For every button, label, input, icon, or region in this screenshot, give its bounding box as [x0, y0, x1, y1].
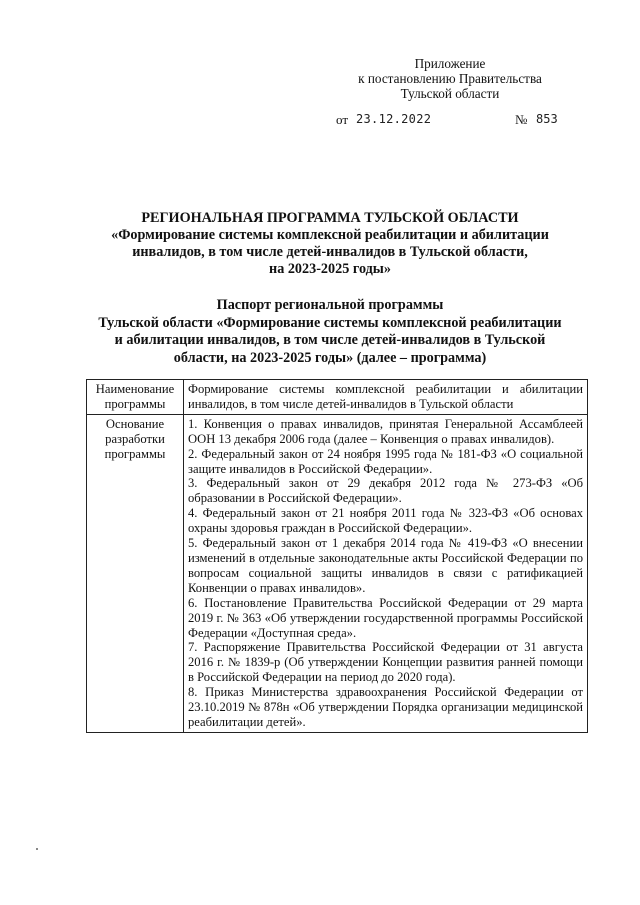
program-title	[70, 210, 590, 278]
number-sign: №	[515, 112, 528, 127]
table-row	[87, 380, 588, 415]
basis-item-6: 6. Постановление Правительства Российской Федерации от 29 марта 2019 г. № 363 «Об утверждении государственной программы Российской Федерации «Доступная среда».	[188, 595, 583, 640]
row-label-basis: Основание разработки программы	[87, 414, 184, 732]
scan-speck	[36, 848, 38, 850]
resolution-number: 853	[536, 112, 558, 126]
row-label-program-name: Наименование программы	[87, 380, 184, 415]
title-line-3: инвалидов, в том числе детей-инвалидов в Тульской области,	[132, 244, 528, 260]
basis-item-2: 2. Федеральный закон от 24 ноября 1995 года № 181-ФЗ «О социальной защите инвалидов в Российской Федерации».	[188, 446, 583, 476]
row-content-program-name: Формирование системы комплексной реабилитации и абилитации инвалидов, в том числе детей-инвалидов в Тульской области	[184, 380, 588, 415]
basis-item-8: 8. Приказ Министерства здравоохранения Российской Федерации от 23.10.2019 № 878н «Об утверждении Порядка организации медицинской реабилитации детей».	[188, 685, 583, 729]
passport-line-4: области, на 2023-2025 годы» (далее – программа)	[173, 349, 487, 366]
basis-item-7: 7. Распоряжение Правительства Российской Федерации от 31 августа 2016 г. № 1839-р (Об утверждении Концепции развития ранней помощи в Российской Федерации на период до 2020 года).	[188, 640, 583, 685]
passport-heading	[70, 297, 590, 367]
appendix-header	[330, 56, 570, 101]
basis-item-4: 4. Федеральный закон от 21 ноября 2011 года № 323-ФЗ «Об основах охраны здоровья граждан в Российской Федерации».	[188, 506, 583, 536]
row-content-basis	[184, 414, 588, 732]
resolution-date: 23.12.2022	[356, 112, 432, 126]
appendix-line-2: к постановлению Правительства	[358, 71, 542, 86]
basis-item-5: 5. Федеральный закон от 1 декабря 2014 года № 419-ФЗ «О внесении изменений в отдельные законодательные акты Российской Федерации по вопросам социальной защиты инвалидов в связи с ратификацией Конвенции о правах инвалидов».	[188, 536, 583, 595]
appendix-line-3: Тульской области	[400, 86, 500, 101]
title-line-2: «Формирование системы комплексной реабилитации и абилитации	[111, 227, 549, 243]
passport-line-1: Паспорт региональной программы	[216, 297, 444, 313]
title-line-4: на 2023-2025 годы»	[269, 261, 391, 277]
passport-line-3: и абилитации инвалидов, в том числе детей-инвалидов в Тульской	[114, 332, 546, 348]
basis-item-1: 1. Конвенция о правах инвалидов, принятая Генеральной Ассамблеей ООН 13 декабря 2006 года (далее – Конвенция о правах инвалидов).	[188, 416, 583, 446]
resolution-date-bar	[0, 112, 640, 130]
basis-item-3: 3. Федеральный закон от 29 декабря 2012 года № 273-ФЗ «Об образовании в Российской Федерации».	[188, 476, 583, 506]
table-row	[87, 414, 588, 732]
appendix-line-1: Приложение	[414, 56, 486, 71]
date-prefix: от	[336, 112, 349, 127]
passport-table	[86, 379, 588, 733]
passport-line-2: Тульской области «Формирование системы комплексной реабилитации	[98, 314, 562, 331]
title-line-1: РЕГИОНАЛЬНАЯ ПРОГРАММА ТУЛЬСКОЙ ОБЛАСТИ	[141, 210, 519, 226]
